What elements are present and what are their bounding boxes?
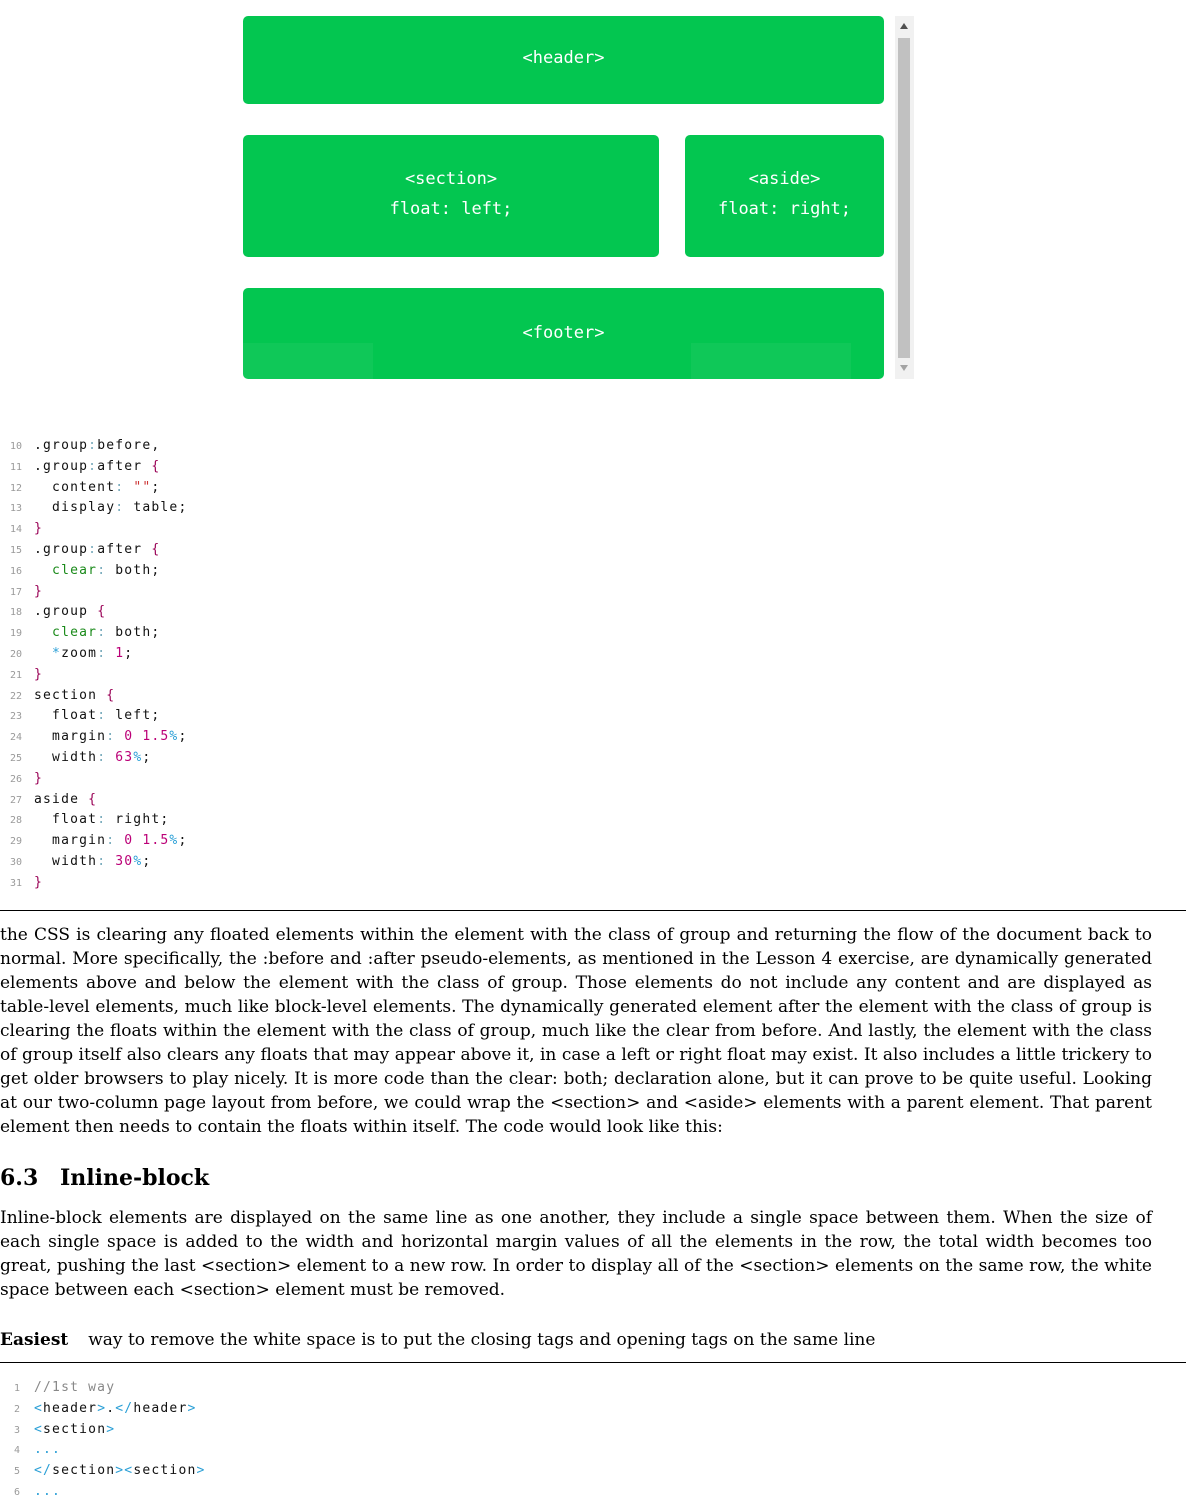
line-number: 15 bbox=[10, 544, 23, 556]
line-number: 13 bbox=[10, 503, 23, 515]
demo-section-box bbox=[243, 135, 659, 257]
code-token: width bbox=[34, 749, 98, 765]
code-line bbox=[0, 852, 187, 873]
code-token: ; bbox=[124, 645, 134, 661]
paragraph-easiest-text: way to remove the white space is to put the closing tags and opening tags on the same line bbox=[88, 1330, 876, 1350]
paragraph-inline-block: Inline-block elements are displayed on the same line as one another, they include a single space between them. When the size of each single space is added to the width and horizontal margin values of all the elements in the row, the total width becomes too great, pushing the last <section> element to a new row. In order to display all of the <section> elements on the same row, the white space between each <section> element must be removed. bbox=[0, 1208, 1152, 1300]
line-number: 12 bbox=[10, 482, 23, 494]
demo-aside-float: float: right; bbox=[717, 199, 852, 219]
line-number: 21 bbox=[10, 669, 23, 681]
code-token: : bbox=[88, 458, 98, 474]
line-number: 25 bbox=[10, 752, 23, 764]
code-token: . bbox=[106, 1400, 116, 1416]
demo-footer-box bbox=[243, 288, 884, 379]
code-token: section bbox=[133, 1463, 197, 1479]
code-token: * bbox=[34, 645, 62, 661]
code-token: > bbox=[106, 1421, 116, 1437]
demo-section-float: float: left; bbox=[389, 199, 513, 219]
css-code-listing bbox=[0, 436, 187, 894]
line-number: 26 bbox=[10, 773, 23, 785]
demo-aside-box bbox=[685, 135, 884, 257]
line-number: 20 bbox=[10, 648, 23, 660]
code-token: after bbox=[97, 541, 152, 557]
code-token: : bbox=[115, 500, 134, 516]
code-line bbox=[0, 623, 187, 644]
line-number: 23 bbox=[10, 711, 23, 723]
code-line bbox=[0, 436, 187, 457]
code-token: margin bbox=[34, 729, 107, 745]
line-number: 11 bbox=[10, 461, 23, 473]
scroll-down-icon[interactable] bbox=[900, 365, 908, 371]
code-token: //1st way bbox=[34, 1380, 116, 1395]
code-line bbox=[0, 1482, 206, 1503]
code-token: "" bbox=[133, 479, 152, 495]
line-number: 4 bbox=[14, 1445, 21, 1457]
code-token: ; bbox=[178, 729, 188, 745]
code-line bbox=[0, 644, 187, 665]
code-token: content bbox=[34, 479, 116, 495]
code-token: : bbox=[97, 645, 116, 661]
line-number: 28 bbox=[10, 815, 23, 827]
code-token: 0 1.5 bbox=[124, 833, 170, 849]
code-token: : bbox=[106, 729, 125, 745]
code-token: : bbox=[97, 749, 116, 765]
code-line bbox=[0, 748, 187, 769]
line-number: 30 bbox=[10, 856, 23, 868]
code-token: .group bbox=[34, 541, 89, 557]
code-token: ; bbox=[142, 853, 152, 869]
line-number: 22 bbox=[10, 690, 23, 702]
code-line bbox=[0, 727, 187, 748]
line-number: 17 bbox=[10, 586, 23, 598]
code-line bbox=[0, 478, 187, 499]
line-number: 16 bbox=[10, 565, 23, 577]
code-token: % bbox=[133, 749, 143, 765]
code-token: 30 bbox=[115, 853, 134, 869]
code-token: : bbox=[97, 812, 116, 828]
demo-header-box bbox=[243, 16, 884, 104]
code-token: 63 bbox=[115, 749, 134, 765]
code-token: { bbox=[88, 791, 98, 807]
code-token: } bbox=[34, 874, 44, 890]
code-token: : bbox=[97, 625, 116, 641]
code-token: </ bbox=[115, 1400, 134, 1416]
code-line bbox=[0, 1461, 206, 1482]
line-number: 1 bbox=[14, 1383, 21, 1394]
code-token: } bbox=[34, 770, 44, 786]
code-token: margin bbox=[34, 833, 107, 849]
code-token: >< bbox=[115, 1463, 134, 1479]
line-number: 5 bbox=[14, 1466, 21, 1478]
code-token: ... bbox=[34, 1483, 62, 1499]
code-token: float bbox=[34, 812, 98, 828]
html-code-listing bbox=[0, 1378, 206, 1503]
code-line bbox=[0, 498, 187, 519]
line-number: 14 bbox=[10, 524, 23, 536]
code-token: before bbox=[97, 438, 152, 453]
code-token: .group bbox=[34, 604, 98, 620]
section-title: Inline-block bbox=[60, 1165, 210, 1191]
code-line bbox=[0, 457, 187, 478]
code-token: 0 1.5 bbox=[124, 729, 170, 745]
code-token: : bbox=[88, 541, 98, 557]
code-token: section bbox=[34, 687, 107, 703]
code-token: right bbox=[115, 812, 161, 828]
code-token: } bbox=[34, 521, 44, 537]
code-token: .group bbox=[34, 438, 89, 453]
code-token: : bbox=[106, 833, 125, 849]
code-token: % bbox=[169, 729, 179, 745]
code-line bbox=[0, 1440, 206, 1461]
code-token: ; bbox=[151, 625, 161, 641]
code-token: : bbox=[97, 708, 116, 724]
line-number: 29 bbox=[10, 836, 23, 848]
code-line bbox=[0, 686, 187, 707]
code-line bbox=[0, 540, 187, 561]
code-line bbox=[0, 665, 187, 686]
code-token: : bbox=[97, 853, 116, 869]
code-line bbox=[0, 561, 187, 582]
line-number: 27 bbox=[10, 794, 23, 806]
code-token: clear bbox=[34, 625, 98, 641]
line-number: 10 bbox=[10, 441, 23, 452]
code-token: > bbox=[196, 1463, 206, 1479]
line-number: 31 bbox=[10, 877, 23, 889]
demo-aside-label: <aside> bbox=[748, 169, 821, 189]
code-token: { bbox=[151, 458, 161, 474]
code-token: both bbox=[115, 625, 152, 641]
vertical-scrollbar[interactable] bbox=[895, 16, 914, 379]
code-token: header bbox=[43, 1400, 98, 1416]
code-token: > bbox=[187, 1400, 197, 1416]
paragraph-easiest bbox=[0, 1330, 875, 1350]
code-token: aside bbox=[34, 791, 89, 807]
code-token: header bbox=[133, 1400, 188, 1416]
code-line bbox=[0, 873, 187, 894]
code-token: </ bbox=[34, 1463, 53, 1479]
section-number: 6.3 bbox=[0, 1165, 39, 1191]
code-token: , bbox=[151, 438, 161, 453]
code-token: ; bbox=[178, 833, 188, 849]
code-line bbox=[0, 769, 187, 790]
code-token: ; bbox=[142, 749, 152, 765]
code-token: { bbox=[106, 687, 116, 703]
line-number: 3 bbox=[14, 1424, 21, 1436]
code-token: : bbox=[97, 562, 116, 578]
code-token: zoom bbox=[61, 645, 98, 661]
code-token: 1 bbox=[115, 645, 125, 661]
code-token: % bbox=[133, 853, 143, 869]
code-token: > bbox=[97, 1400, 107, 1416]
scrollbar-thumb[interactable] bbox=[898, 38, 910, 358]
float-layout-demo bbox=[243, 16, 914, 379]
code-token: ; bbox=[151, 479, 161, 495]
code-token: both bbox=[115, 562, 152, 578]
code-token: < bbox=[34, 1421, 44, 1437]
code-token: after bbox=[97, 458, 152, 474]
code-line bbox=[0, 831, 187, 852]
code-token: < bbox=[34, 1400, 44, 1416]
code-line bbox=[0, 1399, 206, 1420]
demo-footer-label: <footer> bbox=[522, 323, 605, 343]
scroll-up-icon[interactable] bbox=[900, 23, 908, 29]
code-token: ... bbox=[34, 1442, 62, 1458]
code-line bbox=[0, 706, 187, 727]
code-line bbox=[0, 1420, 206, 1441]
code-token: % bbox=[169, 833, 179, 849]
code-token: width bbox=[34, 853, 98, 869]
line-number: 24 bbox=[10, 732, 23, 744]
code-token: ; bbox=[151, 708, 161, 724]
code-token: { bbox=[151, 541, 161, 557]
code-line bbox=[0, 790, 187, 811]
divider bbox=[0, 910, 1186, 911]
line-number: 6 bbox=[14, 1486, 21, 1498]
demo-section-label: <section> bbox=[404, 169, 498, 189]
code-token: : bbox=[115, 479, 134, 495]
code-token: { bbox=[97, 604, 107, 620]
code-token: section bbox=[52, 1463, 116, 1479]
code-token: .group bbox=[34, 458, 89, 474]
faded-overlay-left bbox=[243, 343, 373, 379]
line-number: 18 bbox=[10, 607, 23, 619]
code-token: section bbox=[43, 1421, 107, 1437]
code-token: : bbox=[88, 438, 98, 453]
code-token: ; bbox=[178, 500, 188, 516]
line-number: 2 bbox=[14, 1403, 21, 1415]
code-line bbox=[0, 582, 187, 603]
code-token: } bbox=[34, 583, 44, 599]
divider bbox=[0, 1362, 1186, 1363]
code-token: left bbox=[115, 708, 152, 724]
faded-overlay-right bbox=[691, 343, 851, 379]
line-number: 19 bbox=[10, 628, 23, 640]
code-token: } bbox=[34, 666, 44, 682]
code-token: ; bbox=[151, 562, 161, 578]
code-token: float bbox=[34, 708, 98, 724]
code-line bbox=[0, 519, 187, 540]
code-token: table bbox=[133, 500, 179, 516]
paragraph-lead-word: Easiest bbox=[0, 1330, 69, 1350]
paragraph-clearfix-explanation: the CSS is clearing any floated elements within the element with the class of group and returning the flow of the document back to normal. More specifically, the :before and :after pseudo-elements, as mentioned in the Lesson 4 exercise, are dynamically generated elements above and below the element with the class of group. Those elements do not include any content and are displayed as table-level elements, much like block-level elements. The dynamically generated element after the element with the class of group is clearing the floats within the element with the class of group, much like the clear from before. And lastly, the element with the class of group itself also clears any floats that may appear above it, in case a left or right float may exist. It also includes a little trickery to get older browsers to play nicely. It is more code than the clear: both; declaration alone, but it can prove to be quite useful. Looking at our two-column page layout from before, we could wrap the <section> and <aside> elements with a parent element. That parent element then needs to contain the floats within itself. The code would look like this: bbox=[0, 925, 1152, 1137]
code-token: clear bbox=[34, 562, 98, 578]
code-line bbox=[0, 1378, 206, 1399]
code-line bbox=[0, 810, 187, 831]
code-token: display bbox=[34, 500, 116, 516]
demo-header-label: <header> bbox=[522, 48, 605, 68]
code-line bbox=[0, 602, 187, 623]
code-token: ; bbox=[160, 812, 170, 828]
section-heading bbox=[0, 1165, 209, 1191]
